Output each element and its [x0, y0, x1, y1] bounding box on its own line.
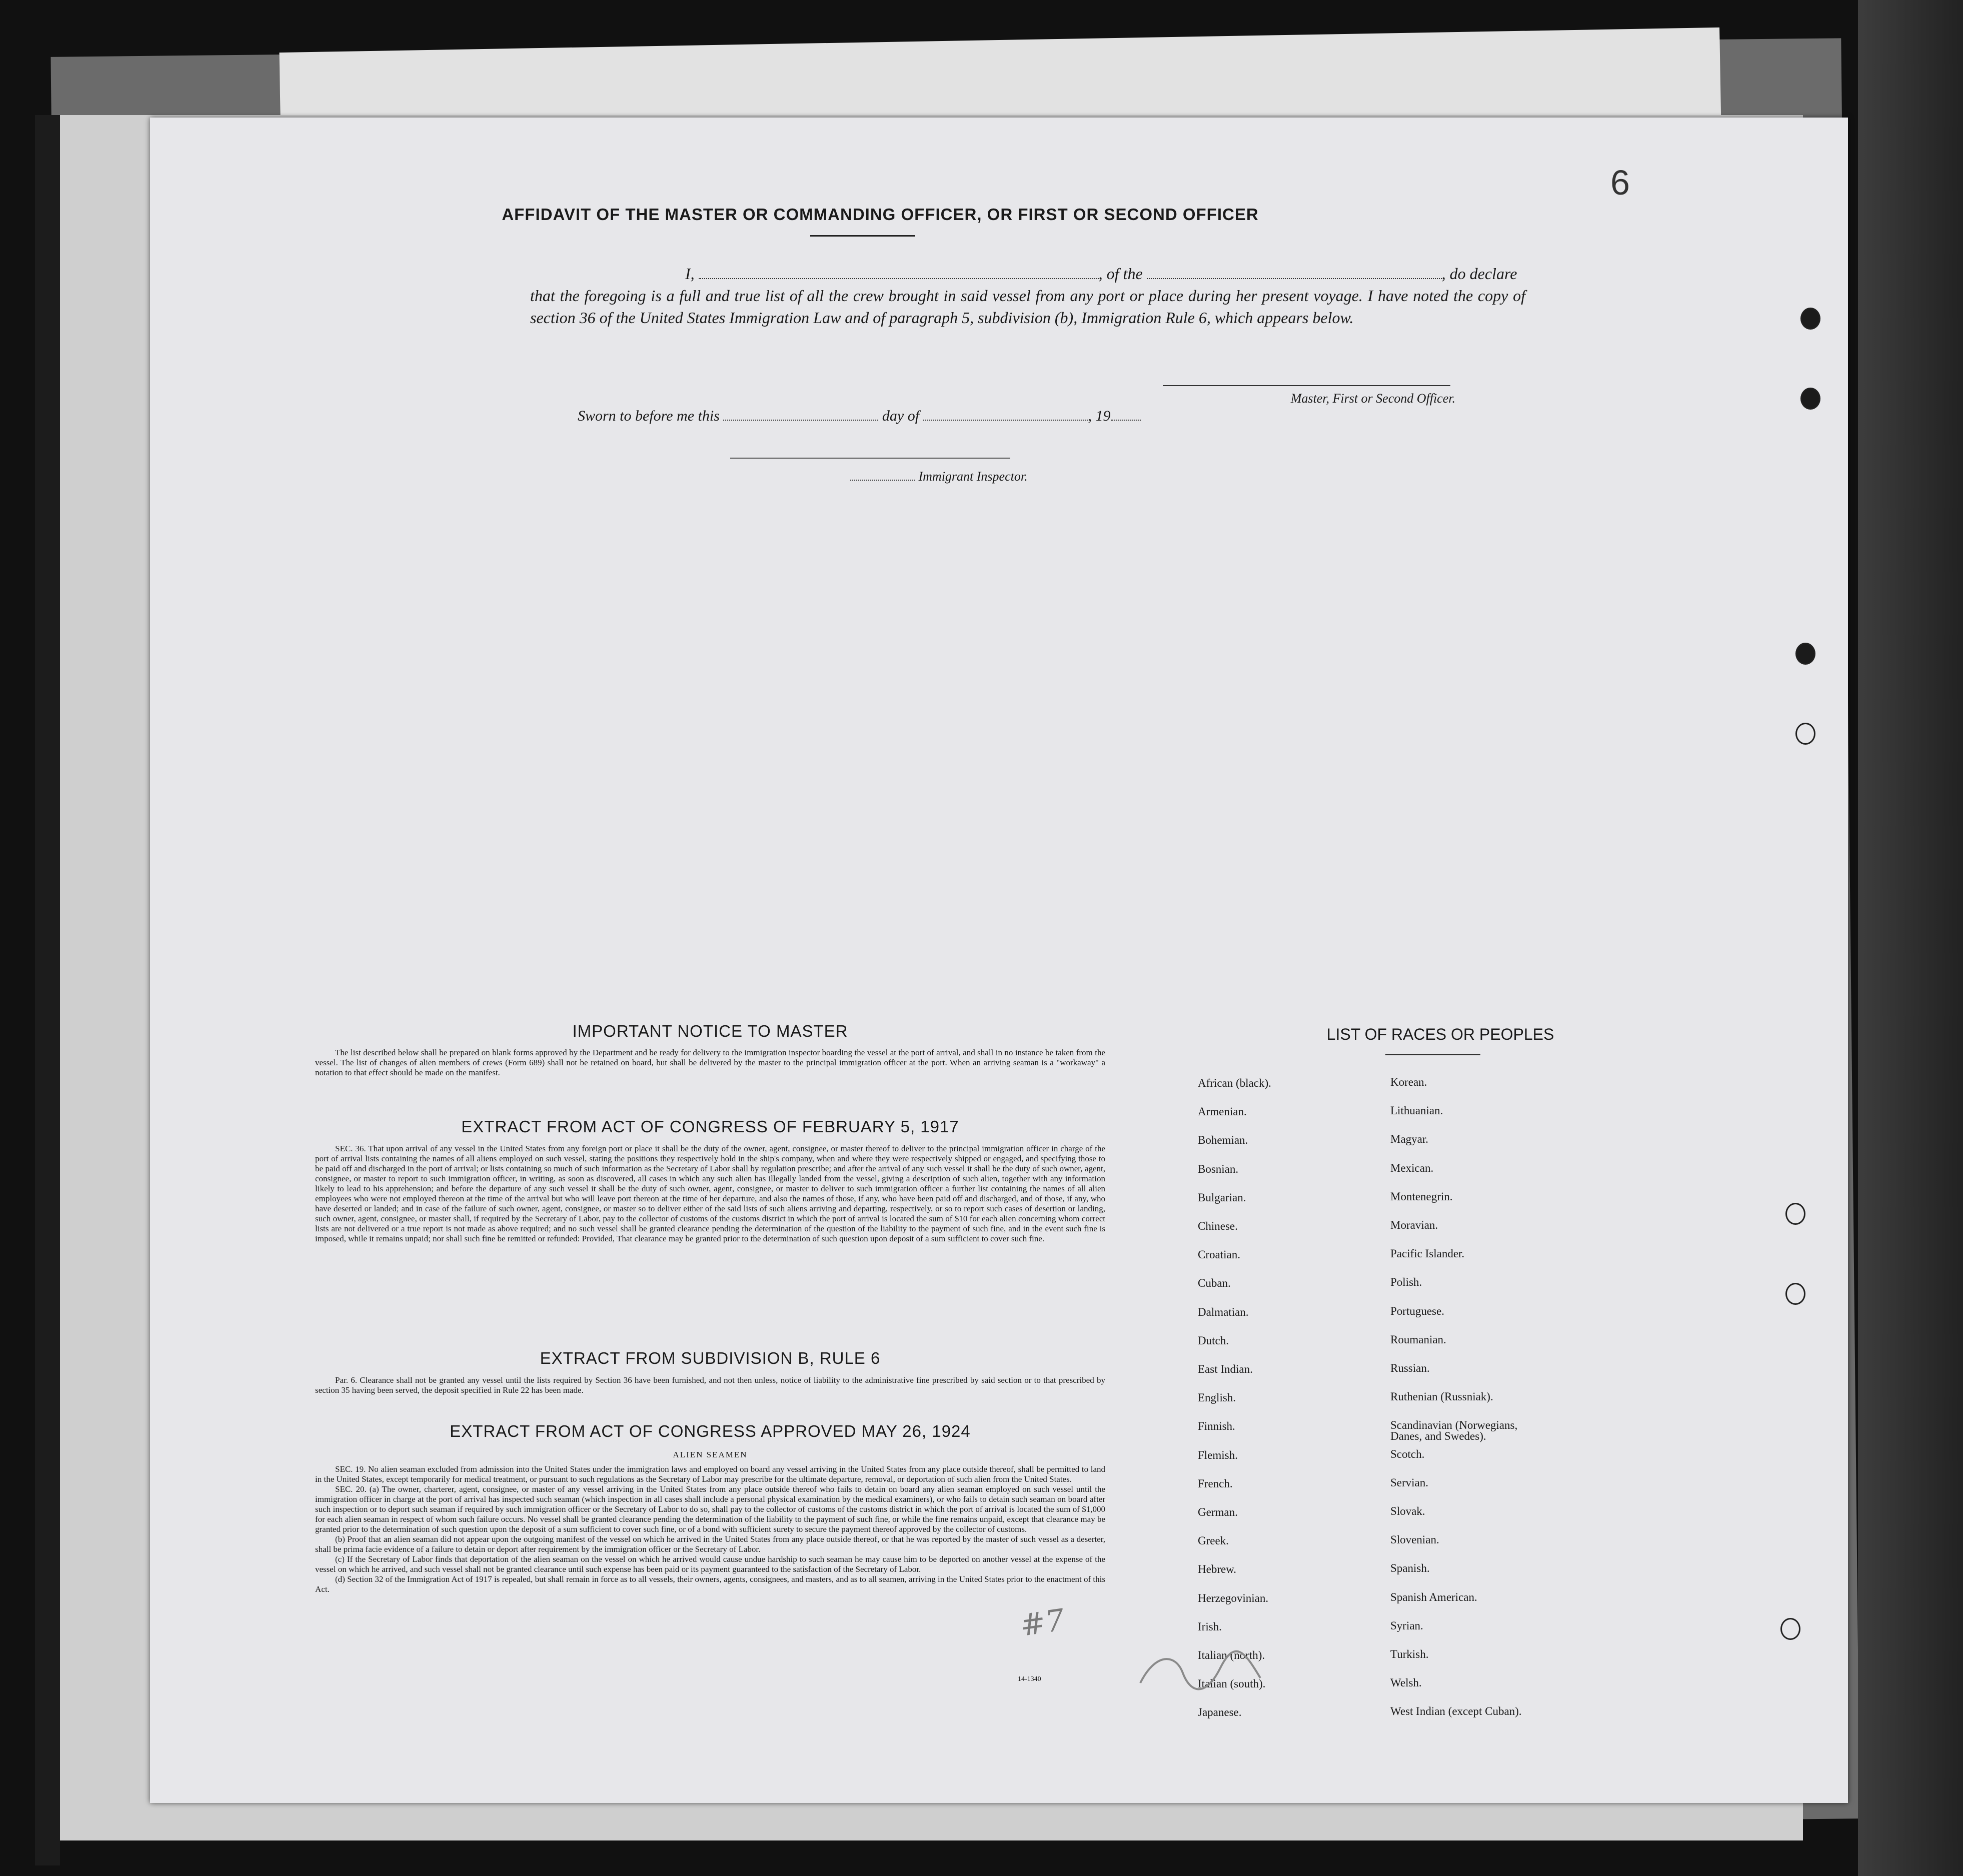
race-item: Italian (north). — [1198, 1649, 1265, 1661]
race-item: Portuguese. — [1390, 1304, 1444, 1317]
sheet-number: 6 — [1610, 163, 1630, 202]
race-item: Armenian. — [1198, 1105, 1247, 1118]
extract-rule6-title: EXTRACT FROM SUBDIVISION B, RULE 6 — [540, 1349, 881, 1367]
notice-body — [315, 1048, 1105, 1078]
extract-rule6-paragraph: Par. 6. Clearance shall not be granted any vessel until the lists required by Section 36 have been furnished, and not then unless, notice of liability to the administrative fine prescribed by said section or to that prescribed by section 35 having been served, the deposit specified in Rule 22 has been made. — [315, 1375, 1105, 1395]
race-item: Welsh. — [1390, 1676, 1422, 1689]
year-blank — [1111, 408, 1141, 421]
race-item: Lithuanian. — [1390, 1104, 1443, 1117]
punch-hole — [1795, 643, 1815, 665]
sworn-prefix: Sworn to before me this — [578, 408, 720, 424]
race-item: Pacific Islander. — [1390, 1247, 1465, 1260]
i-label: I, — [685, 265, 695, 283]
race-item: Roumanian. — [1390, 1333, 1446, 1346]
inspector-line — [730, 458, 1010, 459]
race-item: Dalmatian. — [1198, 1305, 1249, 1318]
race-item: Bohemian. — [1198, 1134, 1248, 1147]
race-item: Spanish American. — [1390, 1590, 1477, 1603]
year-prefix: , 19 — [1088, 408, 1111, 424]
race-item: Scotch. — [1390, 1447, 1425, 1460]
race-item: Chinese. — [1198, 1220, 1238, 1232]
race-item: Turkish. — [1390, 1648, 1429, 1660]
do-declare-label: , do declare — [1441, 265, 1517, 283]
day-blank — [723, 408, 878, 421]
punch-hole — [1785, 1203, 1805, 1225]
inspector-blank — [850, 475, 915, 481]
name-blank — [699, 266, 1099, 279]
form-number: 14-1340 — [1018, 1675, 1041, 1683]
race-item: Syrian. — [1390, 1619, 1423, 1632]
notice-paragraph: The list described below shall be prepared on blank forms approved by the Department and be ready for delivery to the immigration inspector boarding the vessel at the port of arrival, and shall in no instance be taken from the vessel. The list of changes of alien members of crews (Form 689) shall not be retained on board, but shall be delivered by the master to the principal immigration officer at the port. When an arriving seaman is a "workaway" a notation to that effect should be made on the manifest. — [315, 1048, 1105, 1077]
month-blank — [923, 408, 1088, 421]
race-item: West Indian (except Cuban). — [1390, 1705, 1522, 1718]
punch-hole — [1795, 723, 1815, 745]
race-item: Montenegrin. — [1390, 1190, 1453, 1203]
race-item: German. — [1198, 1506, 1238, 1518]
race-item: Magyar. — [1390, 1133, 1429, 1146]
race-item: Ruthenian (Russniak). — [1390, 1390, 1493, 1403]
races-title: LIST OF RACES OR PEOPLES — [1326, 1025, 1554, 1043]
race-item: Greek. — [1198, 1534, 1229, 1547]
extract-1924-title: EXTRACT FROM ACT OF CONGRESS APPROVED MAY 26, 1924 — [450, 1422, 971, 1440]
race-item: Flemish. — [1198, 1448, 1238, 1461]
day-of-label: day of — [882, 408, 920, 424]
race-item: Slovenian. — [1390, 1533, 1439, 1546]
affidavit-title: AFFIDAVIT OF THE MASTER OR COMMANDING OFFICER, OR FIRST OR SECOND OFFICER — [502, 205, 1259, 224]
extract-1917-body — [315, 1144, 1105, 1244]
race-item: Finnish. — [1198, 1420, 1235, 1433]
race-item: Herzegovinian. — [1198, 1591, 1269, 1604]
punch-hole — [1780, 1618, 1800, 1640]
race-item: Servian. — [1390, 1476, 1429, 1489]
affidavit-body: that the foregoing is a full and true list of all the crew brought in said vessel from any port or place during her present voyage. I have noted the copy of section 36 of the United States Immigration Law and of paragraph 5, subdivision (b), Immigration Rule 6, which appears below. — [530, 287, 1525, 327]
race-item: French. — [1198, 1477, 1233, 1490]
races-rule — [1385, 1054, 1480, 1055]
binder-strip — [35, 115, 60, 1865]
extract-1917-title: EXTRACT FROM ACT OF CONGRESS OF FEBRUARY 5, 1917 — [461, 1117, 959, 1136]
race-item: English. — [1198, 1391, 1236, 1404]
race-item: African (black). — [1198, 1077, 1271, 1089]
race-item: Italian (south). — [1198, 1677, 1266, 1690]
race-item: Korean. — [1390, 1076, 1427, 1088]
extract-rule6-body — [315, 1375, 1105, 1395]
extract-1924-paragraph: (c) If the Secretary of Labor finds that deportation of the alien seaman on the vessel on which he arrived would cause undue hardship to such seaman he may cause him to be deported on another vessel at the expense of the vessel on which he arrived, and such vessel shall not be granted clearance until such expense has been paid or its payment guaranteed to the satisfaction of the Secretary of Labor. — [315, 1554, 1105, 1574]
race-item: Scandinavian (Norwegians, Danes, and Swedes). — [1390, 1419, 1518, 1443]
pencil-mark: #7 — [1018, 1602, 1067, 1643]
race-item: Cuban. — [1198, 1277, 1231, 1290]
punch-hole — [1785, 1283, 1805, 1305]
race-item: Bulgarian. — [1198, 1191, 1246, 1204]
punch-hole — [1800, 308, 1820, 330]
race-item: Mexican. — [1390, 1161, 1434, 1174]
punch-hole — [1800, 388, 1820, 410]
alien-seamen-subtitle: ALIEN SEAMEN — [673, 1450, 748, 1459]
signature-label: Master, First or Second Officer. — [1290, 391, 1455, 406]
extract-1924-paragraph: SEC. 19. No alien seaman excluded from admission into the United States under the immigration laws and employed on board any vessel arriving in the United States from any place outside thereof, shall be permitted to land in the United States, except temporarily for medical treatment, or pursuant to such regulations as the Secretary of Labor may prescribe for the ultimate departure, removal, or deportation of such alien from the United States. — [315, 1464, 1105, 1484]
extract-1924-body — [315, 1464, 1105, 1594]
race-item: Irish. — [1198, 1620, 1222, 1633]
extract-1924-paragraph: (b) Proof that an alien seaman did not appear upon the outgoing manifest of the vessel on which he arrived in the United States from any place outside thereof, or that he was reported by the master of such vessel as a deserter, shall be prima facie evidence of a failure to detain or deport after requirement by the immigration officer or the Secretary of Labor. — [315, 1534, 1105, 1554]
inspector-label-text: Immigrant Inspector. — [918, 469, 1028, 484]
title-rule — [810, 235, 915, 237]
vessel-blank — [1147, 266, 1442, 279]
race-item: Bosnian. — [1198, 1162, 1239, 1175]
race-item: Polish. — [1390, 1276, 1422, 1289]
signature-line — [1163, 385, 1450, 386]
extract-1924-paragraph: (d) Section 32 of the Immigration Act of 1917 is repealed, but shall remain in force as to all vessels, their owners, agents, consignees, and masters, and as to all seamen, arriving in the United States prior to the enactment of this Act. — [315, 1574, 1105, 1594]
affidavit-text — [530, 263, 1525, 329]
race-item: Japanese. — [1198, 1706, 1242, 1719]
race-item: Spanish. — [1390, 1562, 1430, 1575]
scan-shadow — [1858, 0, 1963, 1876]
notice-title: IMPORTANT NOTICE TO MASTER — [572, 1022, 848, 1040]
extract-1924-paragraph: SEC. 20. (a) The owner, charterer, agent, consignee, or master of any vessel arriving in the United States from any place outside thereof who fails to detain on board any alien seaman employed on such vessel until the immigration officer in charge at the port of arrival has inspected such seaman (which inspection in all cases shall include a personal physical examination by the medical examiners), or who fails to detain such seaman on board after such inspection or to deport such seaman if required by such immigration officer or the Secretary of Labor to do so, shall pay to the collector of customs of the customs district in which the port of arrival is located the sum of $1,000 for each alien seaman in respect of whom such failure occurs. No vessel shall be granted clearance pending the determination of the liability to the payment of such fine, or while the fine remains unpaid, except that clearance may be granted prior to the determination of such question upon the deposit of a sum sufficient to cover such fine, or of a bond with sufficient surety to secure the payment thereof approved by the collector of customs. — [315, 1484, 1105, 1534]
inspector-label — [850, 469, 1028, 484]
race-item: Slovak. — [1390, 1505, 1425, 1517]
race-item: Croatian. — [1198, 1248, 1240, 1261]
sworn-line — [578, 408, 1141, 425]
race-item: East Indian. — [1198, 1363, 1253, 1375]
of-the-label: , of the — [1098, 265, 1143, 283]
race-item: Dutch. — [1198, 1334, 1229, 1347]
race-item: Hebrew. — [1198, 1563, 1237, 1576]
pencil-scribble — [1135, 1643, 1265, 1703]
extract-1917-paragraph: SEC. 36. That upon arrival of any vessel in the United States from any foreign port or place it shall be the duty of the owner, agent, consignee, or master thereof to deliver to the principal immigration officer in charge of the port of arrival lists containing the names of all aliens employed on such vessel, stating the positions they respectively hold in the ship's company, when and where they were respectively shipped or engaged, and specifying those to be paid off and discharged in the port of arrival; or lists containing so much of such information as the Secretary of Labor shall by regulation prescribe; and after the arrival of any such vessel it shall be the duty of such owner, agent, consignee, or master to report to such immigration officer, in writing, as soon as discovered, all cases in which any such alien has illegally landed from the vessel, giving a description of such alien, together with any information likely to lead to his apprehension; and before the departure of any such vessel it shall be the duty of such owner, agent, consignee, or master to deliver to such immigration officer a further list containing the names of all alien employees who were not employed thereon at the time of the arrival but who will leave port thereon at the time of her departure, and also the names of those, if any, who have been paid off and discharged, and of those, if any, who have deserted or landed; and in case of the failure of such owner, agent, consignee, or master so to deliver either of the said lists of such aliens arriving and departing, respectively, or so to report such cases of desertion or landing, such owner, agent, consignee, or master shall, if required by the Secretary of Labor, pay to the collector of customs of the customs district in which the port of arrival is located the sum of $10 for each alien concerning whom correct lists are not delivered or a true report is not made as above required; and no such vessel shall be granted clearance pending the determination of the question of the liability to the payment of such fine, and in the event such fine is imposed, while it remains unpaid; nor shall such fine be remitted or refunded: Provided, That clearance may be granted prior to the determination of such question upon deposit of a sum sufficient to cover such fine. — [315, 1144, 1105, 1243]
race-item: Moravian. — [1390, 1219, 1438, 1231]
form-page — [150, 118, 1848, 1803]
race-item: Russian. — [1390, 1362, 1430, 1374]
